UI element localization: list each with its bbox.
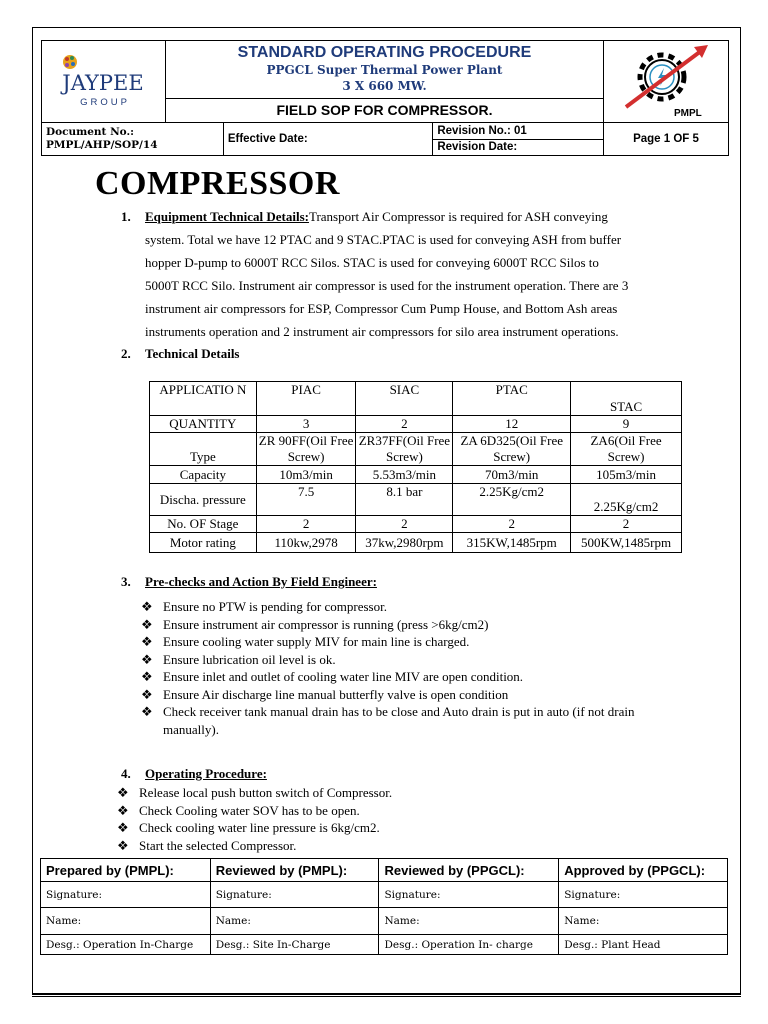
- table-cell: 8.1 bar: [356, 484, 453, 516]
- plant-capacity: 3 X 660 MW.: [342, 79, 427, 93]
- table-cell: Capacity: [150, 466, 257, 484]
- name-label: Name:: [379, 908, 559, 935]
- effective-date: Effective Date:: [223, 123, 433, 156]
- table-header-cell: PTAC: [453, 382, 571, 416]
- diamond-bullet-icon: ❖: [141, 634, 153, 649]
- section-1-line-0: Transport Air Compressor is required for ASH conveying: [308, 209, 608, 224]
- section-3: [121, 574, 377, 590]
- table-cell: Discha. pressure: [150, 484, 257, 516]
- signature-row: [41, 882, 728, 908]
- table-cell: 105m3/min: [571, 466, 682, 484]
- reviewed-by-ppgcl-header: Reviewed by (PPGCL):: [379, 859, 559, 882]
- table-row: [150, 416, 682, 433]
- list-item: ❖ Release local push button switch of Compressor.: [117, 785, 393, 800]
- section-3-number: 3.: [121, 574, 131, 589]
- signature-label: Signature:: [210, 882, 379, 908]
- list-item: ❖ Check receiver tank manual drain has to be close and Auto drain is put in auto (if not drain manually).: [141, 704, 635, 737]
- section-1: [121, 205, 691, 228]
- prepared-by-header: Prepared by (PMPL):: [41, 859, 211, 882]
- document-no-label: Document No.:: [46, 126, 135, 138]
- table-row: [150, 433, 682, 466]
- section-1-line-1: system. Total we have 12 PTAC and 9 STAC.PTAC is used for conveying ASH from buffer: [145, 232, 622, 247]
- designation-label: Desg.: Plant Head: [559, 935, 728, 955]
- name-row: [41, 908, 728, 935]
- section-2-number: 2.: [121, 346, 131, 361]
- list-item: ❖ Check cooling water line pressure is 6kg/cm2.: [117, 820, 380, 835]
- document-no: PMPL/AHP/SOP/14: [46, 139, 158, 151]
- list-item: ❖ Ensure cooling water supply MIV for main line is charged.: [141, 634, 470, 649]
- signature-label: Signature:: [559, 882, 728, 908]
- revision-cell: [433, 123, 604, 156]
- table-cell: 10m3/min: [256, 466, 356, 484]
- table-cell: 2: [256, 516, 356, 533]
- table-header-cell: APPLICATIO N: [150, 382, 257, 416]
- table-cell: ZA 6D325(Oil Free Screw): [453, 433, 571, 466]
- table-cell: No. OF Stage: [150, 516, 257, 533]
- table-row: [150, 516, 682, 533]
- pmpl-logo-text: PMPL: [674, 108, 702, 117]
- logo-group-text: GROUP: [80, 97, 131, 108]
- table-cell: 2: [453, 516, 571, 533]
- table-cell: 500KW,1485rpm: [571, 533, 682, 553]
- table-cell: 2.25Kg/cm2: [453, 484, 571, 516]
- table-cell: 9: [571, 416, 682, 433]
- signature-label: Signature:: [41, 882, 211, 908]
- table-row: [150, 484, 682, 516]
- section-1-line-5: instruments operation and 2 instrument air compressors for silo area instrument operations.: [145, 324, 619, 339]
- table-header-row: [150, 382, 682, 416]
- header-title-cell: [165, 41, 603, 123]
- section-1-heading: Equipment Technical Details:: [145, 209, 309, 224]
- list-item: ❖ Start the selected Compressor.: [117, 837, 297, 853]
- list-item: ❖ Ensure instrument air compressor is running (press >6kg/cm2): [141, 616, 489, 632]
- section-3-heading: Pre-checks and Action By Field Engineer:: [145, 574, 377, 589]
- revision-date: Revision Date:: [437, 141, 518, 153]
- table-cell: 2.25Kg/cm2: [571, 484, 682, 516]
- table-cell: ZA6(Oil Free Screw): [571, 433, 682, 466]
- designation-label: Desg.: Operation In- charge: [379, 935, 559, 955]
- designation-label: Desg.: Site In-Charge: [210, 935, 379, 955]
- table-header-row: [41, 859, 728, 882]
- table-row: [150, 533, 682, 553]
- table-cell: 3: [256, 416, 356, 433]
- name-label: Name:: [559, 908, 728, 935]
- diamond-bullet-icon: ❖: [117, 820, 129, 835]
- document-header: [41, 40, 729, 156]
- diamond-bullet-icon: ❖: [117, 802, 129, 818]
- logo-wordmark: JAYPEE: [62, 71, 145, 95]
- table-cell: 110kw,2978: [256, 533, 356, 553]
- approved-by-header: Approved by (PPGCL):: [559, 859, 728, 882]
- table-cell: ZR37FF(Oil Free Screw): [356, 433, 453, 466]
- section-2-heading: Technical Details: [145, 346, 240, 361]
- section-1-line-2: hopper D-pump to 6000T RCC Silos. STAC is used for conveying 6000T RCC Silos to: [145, 255, 599, 270]
- revision-no: Revision No.: 01: [433, 123, 603, 140]
- list-item: ❖ Ensure inlet and outlet of cooling water line MIV are open condition.: [141, 669, 524, 684]
- section-4-heading: Operating Procedure:: [145, 766, 267, 781]
- sop-title: STANDARD OPERATING PROCEDURE: [237, 44, 532, 61]
- jaypee-logo-icon: [48, 48, 158, 110]
- table-row: [150, 466, 682, 484]
- pmpl-logo: [604, 41, 729, 123]
- name-label: Name:: [210, 908, 379, 935]
- table-cell: 2: [571, 516, 682, 533]
- section-1-number: 1.: [121, 209, 131, 224]
- table-cell: 7.5: [256, 484, 356, 516]
- table-cell: 12: [453, 416, 571, 433]
- table-header-cell: PIAC: [256, 382, 356, 416]
- table-cell: 2: [356, 516, 453, 533]
- table-cell: Type: [150, 433, 257, 466]
- list-item: ❖ Check Cooling water SOV has to be open.: [117, 802, 360, 818]
- table-header-cell: SIAC: [356, 382, 453, 416]
- table-cell: 315KW,1485rpm: [453, 533, 571, 553]
- operating-procedure-list: [117, 784, 677, 854]
- list-item: ❖ Ensure no PTW is pending for compressor.: [141, 599, 387, 614]
- page-border-bottom: [32, 993, 741, 997]
- plant-name: PPGCL Super Thermal Power Plant: [266, 63, 503, 77]
- list-item: ❖ Ensure Air discharge line manual butterfly valve is open condition: [141, 686, 509, 702]
- section-4: [121, 766, 267, 782]
- diamond-bullet-icon: ❖: [141, 599, 153, 614]
- diamond-bullet-icon: ❖: [117, 785, 129, 800]
- name-label: Name:: [41, 908, 211, 935]
- section-4-number: 4.: [121, 766, 131, 781]
- signature-label: Signature:: [379, 882, 559, 908]
- designation-label: Desg.: Operation In-Charge: [41, 935, 211, 955]
- designation-row: [41, 935, 728, 955]
- section-1-line-4: instrument air compressors for ESP, Compressor Cum Pump House, and Bottom Ash areas: [145, 301, 618, 316]
- document-no-cell: [42, 123, 224, 156]
- page-number: Page 1 OF 5: [604, 123, 729, 156]
- diamond-bullet-icon: ❖: [141, 704, 153, 719]
- table-cell: ZR 90FF(Oil Free Screw): [256, 433, 356, 466]
- diamond-bullet-icon: ❖: [141, 651, 153, 667]
- table-cell: 37kw,2980rpm: [356, 533, 453, 553]
- precheck-list: [141, 598, 671, 738]
- list-item: ❖ Ensure lubrication oil level is ok.: [141, 651, 336, 667]
- jaypee-logo: [42, 41, 166, 123]
- main-title: COMPRESSOR: [95, 165, 340, 202]
- section-1-line-3: 5000T RCC Silo. Instrument air compressor is used for the instrument operation. There are 3: [145, 278, 629, 293]
- table-cell: Motor rating: [150, 533, 257, 553]
- pmpl-logo-icon: [616, 41, 716, 117]
- table-cell: QUANTITY: [150, 416, 257, 433]
- signoff-table: [40, 858, 728, 955]
- section-1-body: [145, 228, 685, 343]
- diamond-bullet-icon: ❖: [141, 616, 153, 632]
- reviewed-by-pmpl-header: Reviewed by (PMPL):: [210, 859, 379, 882]
- field-sop-title: FIELD SOP FOR COMPRESSOR.: [276, 102, 493, 118]
- diamond-bullet-icon: ❖: [141, 669, 153, 684]
- table-header-cell: STAC: [571, 382, 682, 416]
- table-cell: 2: [356, 416, 453, 433]
- diamond-bullet-icon: ❖: [141, 686, 153, 702]
- section-2: [121, 346, 240, 362]
- diamond-bullet-icon: ❖: [117, 837, 129, 853]
- table-cell: 5.53m3/min: [356, 466, 453, 484]
- table-cell: 70m3/min: [453, 466, 571, 484]
- technical-details-table: [149, 381, 682, 553]
